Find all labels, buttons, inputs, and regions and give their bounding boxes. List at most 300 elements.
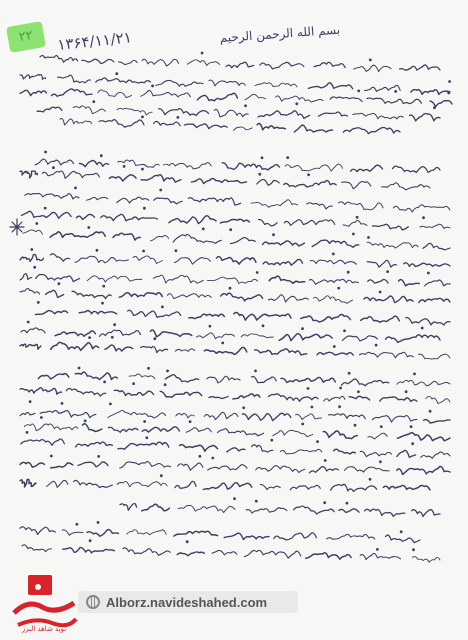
handwriting-stroke	[204, 347, 247, 354]
handwriting-dot	[262, 325, 264, 327]
handwriting-stroke	[86, 197, 108, 200]
handwriting-stroke	[399, 280, 420, 286]
handwriting-stroke	[127, 530, 166, 535]
handwriting-stroke	[276, 96, 324, 102]
handwriting-dot	[31, 249, 33, 251]
handwriting-stroke	[51, 342, 99, 350]
handwriting-stroke	[368, 433, 387, 439]
handwriting-dot	[243, 407, 245, 409]
handwriting-stroke	[163, 163, 211, 169]
handwriting-stroke	[284, 220, 335, 226]
handwriting-dot	[143, 250, 145, 252]
handwriting-dot	[27, 321, 29, 323]
handwriting-stroke	[412, 557, 440, 563]
handwriting-stroke	[354, 65, 392, 71]
handwriting-stroke	[80, 160, 109, 166]
handwriting-dot	[317, 441, 319, 443]
handwriting-stroke	[260, 62, 304, 69]
handwriting-stroke	[245, 94, 266, 100]
handwriting-stroke	[400, 65, 440, 70]
handwriting-stroke	[317, 352, 353, 355]
handwriting-stroke	[339, 202, 384, 210]
handwriting-stroke	[342, 379, 389, 386]
handwriting-stroke	[72, 291, 111, 298]
handwriting-dot	[104, 381, 106, 383]
handwriting-dot	[434, 107, 436, 109]
handwriting-dot	[353, 233, 355, 235]
handwriting-stroke	[263, 259, 302, 265]
handwriting-stroke	[51, 89, 92, 96]
handwriting-dot	[100, 155, 102, 157]
handwriting-stroke	[380, 397, 417, 402]
handwriting-dot	[148, 367, 150, 369]
handwriting-stroke	[197, 93, 237, 101]
handwriting-stroke	[360, 451, 391, 456]
handwriting-dot	[44, 207, 46, 209]
handwriting-stroke	[87, 276, 142, 282]
handwriting-stroke	[231, 238, 256, 244]
handwriting-stroke	[256, 466, 305, 473]
handwriting-stroke	[101, 214, 158, 221]
handwriting-stroke	[386, 335, 440, 343]
handwriting-dot	[358, 391, 360, 393]
handwriting-dot	[346, 502, 348, 504]
handwriting-stroke	[76, 214, 94, 219]
handwriting-stroke	[324, 396, 345, 401]
handwriting-dot	[116, 73, 118, 75]
handwriting-stroke	[203, 483, 252, 490]
source-url: Alborz.navideshahed.com	[106, 594, 268, 610]
handwriting-dot	[245, 105, 247, 107]
handwriting-dot	[324, 502, 326, 504]
handwriting-stroke	[78, 462, 108, 467]
handwriting-dot	[410, 426, 412, 428]
handwriting-stroke	[20, 413, 35, 416]
handwriting-stroke	[63, 548, 115, 553]
handwriting-stroke	[82, 59, 114, 64]
handwriting-stroke	[60, 118, 92, 125]
handwriting-stroke	[301, 315, 351, 323]
handwriting-stroke	[349, 396, 370, 400]
handwriting-dot	[333, 346, 335, 348]
handwriting-stroke	[310, 260, 356, 264]
handwriting-dot	[37, 302, 39, 304]
handwriting-dot	[26, 432, 28, 434]
handwriting-dot	[400, 531, 402, 533]
handwriting-stroke	[233, 394, 260, 399]
handwriting-stroke	[96, 78, 151, 83]
handwriting-dot	[175, 250, 177, 252]
handwriting-stroke	[216, 257, 256, 264]
handwriting-dot	[302, 328, 304, 330]
handwriting-stroke	[290, 485, 320, 489]
handwriting-stroke	[360, 553, 400, 559]
handwriting-dot	[287, 157, 289, 159]
handwriting-stroke	[323, 431, 357, 439]
source-watermark	[78, 591, 298, 613]
handwriting-stroke	[382, 183, 431, 190]
handwriting-dot	[199, 455, 201, 457]
handwriting-dot	[167, 370, 169, 372]
handwriting-dot	[273, 234, 275, 236]
handwriting-stroke	[129, 374, 155, 379]
handwriting-stroke	[38, 374, 69, 379]
handwriting-stroke	[359, 352, 413, 357]
handwriting-stroke	[430, 101, 452, 107]
handwriting-stroke	[334, 449, 356, 454]
handwriting-dot	[123, 166, 125, 168]
handwriting-stroke	[241, 334, 273, 338]
handwriting-stroke	[58, 75, 91, 83]
handwriting-stroke	[285, 164, 343, 171]
handwriting-stroke	[365, 509, 405, 516]
handwriting-stroke	[108, 410, 166, 418]
handwriting-stroke	[284, 181, 336, 188]
handwriting-stroke	[343, 127, 400, 133]
handwriting-stroke	[178, 505, 235, 512]
handwriting-dot	[160, 189, 162, 191]
handwriting-dot	[332, 253, 334, 255]
handwriting-stroke	[20, 344, 41, 349]
handwriting-stroke	[35, 159, 74, 165]
handwriting-stroke	[117, 108, 152, 115]
handwriting-stroke	[342, 336, 377, 341]
handwriting-stroke	[118, 60, 137, 64]
handwriting-stroke	[244, 550, 300, 558]
handwriting-stroke	[314, 62, 345, 67]
handwriting-stroke	[227, 448, 245, 452]
handwriting-dot	[144, 421, 146, 423]
handwriting-stroke	[156, 80, 203, 86]
handwriting-dot	[369, 59, 371, 61]
handwriting-stroke	[117, 197, 149, 203]
handwriting-stroke	[141, 347, 168, 353]
handwriting-stroke	[21, 439, 65, 445]
handwriting-stroke	[120, 462, 171, 469]
handwriting-dot	[98, 456, 100, 458]
handwriting-stroke	[372, 416, 417, 423]
handwriting-dot	[324, 460, 326, 462]
handwriting-stroke	[105, 345, 133, 351]
handwriting-dot	[261, 157, 263, 159]
handwriting-dot	[45, 151, 47, 153]
handwriting-dot	[339, 406, 341, 408]
handwriting-stroke	[257, 123, 285, 129]
handwriting-dot	[256, 272, 258, 274]
handwriting-stroke	[180, 445, 218, 452]
handwriting-dot	[201, 52, 203, 54]
handwriting-stroke	[220, 219, 249, 223]
handwriting-stroke	[279, 334, 332, 341]
handwriting-dot	[84, 420, 86, 422]
handwriting-dot	[146, 437, 148, 439]
handwriting-stroke	[257, 179, 279, 185]
handwriting-dot	[449, 81, 451, 83]
handwriting-stroke	[318, 112, 347, 116]
handwriting-stroke	[37, 107, 62, 112]
handwriting-stroke	[50, 232, 105, 238]
handwriting-stroke	[260, 485, 280, 490]
handwriting-dot	[412, 443, 414, 445]
handwriting-dot	[259, 173, 261, 175]
handwriting-stroke	[20, 254, 43, 261]
handwriting-stroke	[218, 429, 264, 436]
handwriting-stroke	[339, 509, 359, 512]
handwriting-stroke	[142, 427, 179, 432]
handwriting-dot	[160, 475, 162, 477]
handwriting-dot	[212, 457, 214, 459]
handwriting-stroke	[98, 90, 132, 98]
handwriting-stroke	[397, 450, 416, 457]
handwriting-stroke	[188, 198, 240, 205]
handwriting-stroke	[255, 349, 307, 355]
handwriting-stroke	[160, 391, 202, 397]
handwriting-dot	[103, 285, 105, 287]
handwriting-stroke	[372, 224, 408, 230]
handwriting-stroke	[214, 109, 248, 117]
handwriting-dot	[311, 406, 313, 408]
globe-icon	[86, 595, 100, 609]
handwriting-stroke	[36, 274, 80, 281]
handwriting-stroke	[259, 220, 278, 226]
handwriting-stroke	[281, 377, 335, 382]
handwriting-stroke	[99, 120, 144, 128]
handwriting-stroke	[212, 550, 237, 554]
handwriting-stroke	[20, 90, 46, 95]
handwriting-dot	[429, 410, 431, 412]
letter-basmala: بسم الله الرحمن الرحیم	[219, 22, 341, 45]
handwriting-stroke	[128, 310, 181, 317]
handwriting-stroke	[151, 330, 192, 337]
handwriting-stroke	[22, 545, 51, 552]
handwriting-stroke	[406, 318, 450, 325]
handwriting-stroke	[178, 463, 203, 470]
handwriting-stroke	[46, 290, 64, 297]
handwriting-stroke	[367, 260, 396, 267]
handwriting-stroke	[410, 114, 441, 121]
handwriting-stroke	[242, 413, 290, 420]
handwriting-stroke	[24, 424, 78, 431]
handwriting-stroke	[20, 479, 36, 487]
handwriting-stroke	[187, 60, 219, 66]
handwriting-dot	[405, 391, 407, 393]
handwriting-stroke	[397, 467, 450, 475]
handwriting-stroke	[20, 527, 55, 535]
handwriting-stroke	[383, 485, 430, 490]
handwriting-stroke	[258, 111, 310, 119]
handwriting-stroke	[208, 277, 258, 283]
handwriting-dot	[102, 302, 104, 304]
handwriting-stroke	[342, 182, 371, 189]
handwriting-dot	[375, 344, 377, 346]
handwriting-stroke	[421, 452, 450, 458]
handwriting-stroke	[221, 293, 263, 301]
handwriting-stroke	[47, 480, 68, 487]
handwriting-stroke	[175, 349, 194, 351]
handwriting-dot	[209, 325, 211, 327]
handwriting-stroke	[120, 504, 137, 511]
handwriting-stroke	[312, 240, 359, 247]
handwriting-dot	[413, 549, 415, 551]
handwriting-stroke	[310, 467, 339, 473]
handwriting-dot	[340, 387, 342, 389]
handwriting-dot	[421, 327, 423, 329]
handwriting-dot	[76, 523, 78, 525]
handwriting-stroke	[411, 90, 450, 95]
handwriting-dot	[271, 439, 273, 441]
handwriting-stroke	[226, 62, 254, 68]
handwriting-stroke	[133, 256, 162, 264]
handwriting-dot	[142, 116, 144, 118]
handwriting-stroke	[153, 275, 203, 283]
handwriting-stroke	[386, 535, 421, 543]
handwriting-dot	[380, 461, 382, 463]
handwriting-stroke	[330, 97, 362, 102]
handwriting-dot	[78, 367, 80, 369]
handwriting-stroke	[345, 467, 390, 472]
handwriting-stroke	[75, 256, 129, 263]
handwriting-stroke	[151, 236, 169, 241]
navideshahed-logo	[8, 573, 80, 633]
handwriting-stroke	[118, 442, 169, 449]
handwriting-dot	[164, 384, 166, 386]
handwriting-dot	[144, 207, 146, 209]
handwriting-dot	[36, 223, 38, 225]
handwriting-stroke	[22, 211, 72, 218]
handwriting-dot	[152, 85, 154, 87]
handwriting-stroke	[251, 200, 298, 208]
handwriting-dot	[296, 103, 298, 105]
handwriting-stroke	[21, 328, 45, 333]
handwriting-stroke	[174, 531, 218, 536]
handwriting-dot	[379, 291, 381, 293]
handwriting-dot	[255, 370, 257, 372]
handwriting-stroke	[309, 279, 358, 284]
handwriting-stroke	[174, 258, 210, 265]
handwriting-stroke	[173, 235, 221, 244]
handwriting-stroke	[419, 354, 450, 359]
handwriting-stroke	[117, 481, 167, 486]
handwriting-stroke	[176, 413, 194, 417]
handwriting-stroke	[361, 316, 400, 322]
handwriting-stroke	[274, 533, 317, 540]
handwriting-stroke	[306, 553, 351, 559]
handwriting-dot	[356, 216, 358, 218]
handwriting-stroke	[50, 254, 69, 261]
handwriting-stroke	[367, 98, 422, 104]
handwriting-stroke	[268, 295, 308, 302]
handwriting-dot	[348, 372, 350, 374]
handwriting-stroke	[79, 311, 117, 314]
letter-date: ۱۳۶۴/۱۱/۲۱	[56, 28, 133, 54]
handwriting-stroke	[255, 83, 297, 87]
handwriting-dot	[154, 338, 156, 340]
handwriting-dot	[89, 540, 91, 542]
handwriting-dot	[369, 478, 371, 480]
handwriting-stroke	[426, 396, 450, 403]
handwriting-stroke	[351, 165, 383, 171]
handwriting-stroke	[175, 481, 196, 488]
handwriting-dot	[395, 91, 397, 93]
handwriting-stroke	[196, 333, 234, 339]
handwriting-stroke	[204, 412, 238, 419]
handwriting-dot	[53, 167, 55, 169]
handwriting-dot	[308, 174, 310, 176]
handwriting-dot	[41, 417, 43, 419]
handwriting-stroke	[252, 377, 277, 383]
handwriting-stroke	[246, 508, 287, 513]
handwriting-stroke	[307, 203, 333, 209]
handwriting-stroke	[420, 224, 450, 228]
handwriting-stroke	[208, 465, 247, 470]
handwriting-dot	[58, 283, 60, 285]
handwriting-stroke	[73, 106, 105, 114]
handwriting-dot	[61, 403, 63, 405]
handwriting-stroke	[20, 462, 45, 467]
handwriting-stroke	[234, 312, 291, 320]
handwriting-stroke	[186, 428, 211, 433]
handwriting-stroke	[123, 548, 170, 555]
handwriting-stroke	[66, 388, 106, 396]
handwriting-stroke	[331, 484, 377, 491]
handwriting-stroke	[20, 75, 46, 80]
handwriting-dot	[114, 324, 116, 326]
handwriting-dot	[302, 423, 304, 425]
handwriting-stroke	[224, 533, 269, 539]
handwriting-stroke	[393, 205, 450, 212]
handwriting-stroke	[368, 279, 388, 283]
handwriting-stroke	[419, 298, 450, 302]
handwriting-stroke	[280, 449, 322, 453]
handwriting-dot	[380, 426, 382, 428]
handwriting-dot	[428, 272, 430, 274]
handwriting-stroke	[191, 179, 246, 184]
handwriting-stroke	[308, 83, 352, 89]
handwriting-stroke	[207, 376, 240, 383]
handwriting-dot	[96, 249, 98, 251]
handwriting-stroke	[423, 243, 450, 250]
handwriting-dot	[222, 342, 224, 344]
handwriting-stroke	[397, 380, 450, 385]
handwriting-stroke	[113, 233, 140, 240]
handwriting-dot	[162, 306, 164, 308]
handwriting-stroke	[159, 109, 209, 116]
handwriting-stroke	[141, 90, 191, 97]
handwriting-stroke	[209, 396, 228, 398]
handwriting-stroke	[20, 274, 32, 280]
handwriting-stroke	[328, 414, 365, 419]
handwriting-stroke	[404, 263, 450, 267]
archive-badge-text: ۲۲	[17, 27, 35, 46]
handwriting-dot	[29, 401, 31, 403]
handwriting-dot	[230, 229, 232, 231]
handwriting-dot	[234, 498, 236, 500]
handwriting-dot	[307, 388, 309, 390]
handwriting-stroke	[108, 427, 138, 432]
handwriting-stroke	[75, 372, 117, 379]
handwriting-dot	[423, 217, 425, 219]
handwriting-stroke	[343, 221, 367, 227]
handwriting-stroke	[141, 175, 181, 182]
handwriting-stroke	[62, 530, 83, 535]
handwriting-stroke	[263, 241, 305, 246]
handwriting-stroke	[109, 175, 136, 181]
handwriting-stroke	[294, 125, 332, 132]
handwriting-dot	[338, 287, 340, 289]
handwriting-dot	[75, 187, 77, 189]
handwriting-stroke	[42, 171, 99, 178]
handwriting-stroke	[51, 463, 73, 468]
